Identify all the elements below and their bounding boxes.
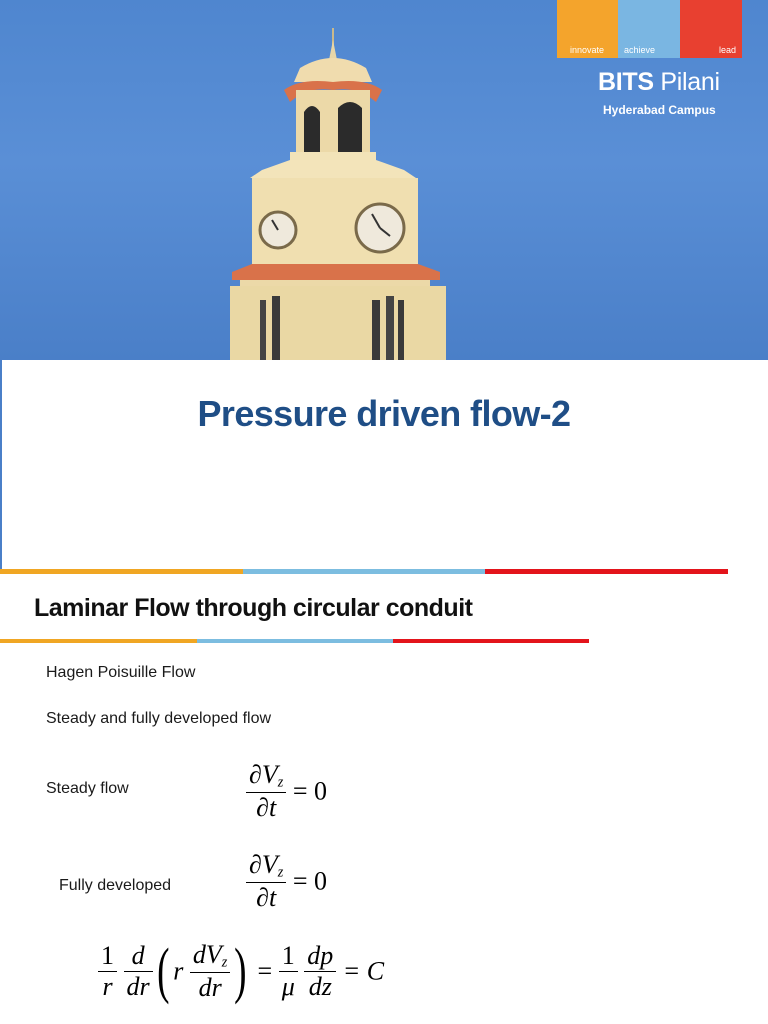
eq3-f2-den: dr [126,971,150,1001]
eq2-numerator: ∂V [249,850,278,879]
brand-strip-innovate-label: innovate [570,45,605,55]
eq3-right-paren: ) [234,937,247,1006]
eq3-frac-1-over-r [98,941,117,1002]
text-steady-flow: Steady flow [46,780,129,797]
eq3-equals: = [257,956,273,986]
eq3-f5-num: dp [307,940,334,970]
eq3-inner-r: r [173,956,184,986]
brand-strip-lead-label: lead [718,45,736,55]
brand-name [598,68,720,97]
text-fully-developed: Fully developed [59,877,172,894]
slide-left-border [0,360,2,572]
text-hagen-poiseuille: Hagen Poisuille Flow [46,664,196,681]
eq3-left-paren: ( [156,937,170,1006]
equation-fully-developed [246,850,327,913]
slide-title: Pressure driven flow-2 [197,393,571,434]
eq3-f3-sub: z [221,954,228,971]
underline-blue [197,639,393,643]
underline-orange [0,639,197,643]
divider-orange [0,569,243,574]
eq3-frac-1-over-mu [279,941,298,1002]
eq3-f2-num: d [131,940,145,970]
eq3-f5-den: dz [308,971,332,1001]
eq3-f3-num: dV [192,940,222,969]
title-slide-hero [0,0,768,360]
divider-blue [243,569,485,574]
eq3-frac-dp-dz [304,941,336,1002]
brand-name-light: Pilani [653,68,720,96]
underline-red [393,639,589,643]
eq1-numerator-sub: z [277,774,284,791]
eq1-numerator: ∂V [249,760,278,789]
eq2-numerator-sub: z [277,864,284,881]
text-steady-fully-developed: Steady and fully developed flow [46,710,272,727]
brand-color-strip [557,0,742,58]
brand-strip-achieve-label: achieve [624,45,656,55]
eq3-f3-den: dr [198,972,222,1002]
eq1-fraction [246,760,286,823]
eq1-rhs: = 0 [292,776,327,806]
eq3-rhs: = C [342,956,385,986]
eq2-fraction [246,850,286,913]
equation-momentum [98,937,385,1006]
brand-name-bold: BITS [598,68,654,96]
brand-campus: Hyderabad Campus [603,103,716,117]
eq3-frac-dvz-dr [190,940,230,1003]
eq2-denominator: ∂t [256,882,277,912]
eq3-frac-d-dr [124,941,153,1002]
equation-steady-flow [246,760,327,823]
eq2-rhs: = 0 [292,866,327,896]
eq3-f1-num: 1 [101,940,114,970]
eq3-f1-den: r [102,971,113,1001]
content-heading: Laminar Flow through circular conduit [34,594,473,622]
eq1-denominator: ∂t [256,792,277,822]
brand-strip-lead [680,0,742,58]
heading-underline-tricolor [0,639,589,643]
brand-strip-achieve [618,0,680,58]
eq3-f4-num: 1 [281,940,295,970]
divider-red [485,569,728,574]
slide-divider-tricolor [0,569,728,574]
brand-strip-innovate [557,0,618,58]
eq3-f4-den: μ [281,971,295,1001]
